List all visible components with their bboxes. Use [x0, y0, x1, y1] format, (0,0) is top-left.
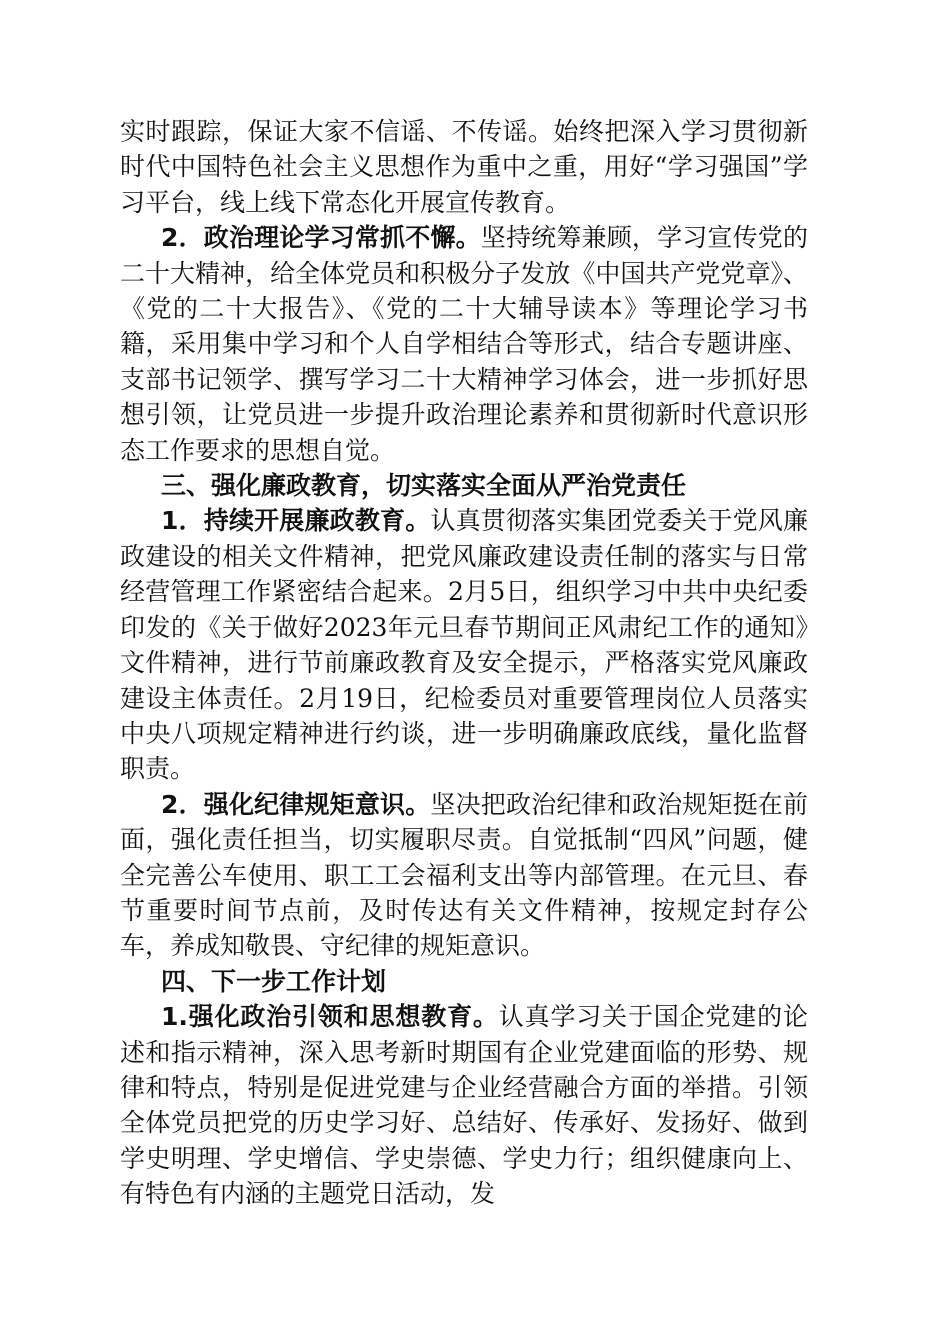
paragraph-lead: 1．持续开展廉政教育。: [161, 506, 431, 536]
section-heading-three: 三、强化廉政教育，切实落实全面从严治党责任: [161, 471, 687, 501]
paragraph-political-guidance: [120, 999, 808, 1211]
paragraph-continuation: 实时跟踪，保证大家不信谣、不传谣。始终把深入学习贯彻新时代中国特色社会主义思想作为重中之重，用好“学习强国”学习平台，线上线下常态化开展宣传教育。: [120, 117, 808, 217]
paragraph-lead: 2．政治理论学习常抓不懈。: [161, 223, 481, 253]
paragraph-text: 坚决把政治纪律和政治规矩挺在前面，强化责任担当，切实履职尽责。自觉抵制“四风”问题，健全完善公车使用、职工工会福利支出等内部管理。在元旦、春节重要时间节点前，及时传达有关文件精神，按规定封存公车，养成知敬畏、守纪律的规矩意识。: [120, 789, 808, 961]
paragraph-discipline-awareness: [120, 787, 808, 964]
paragraph-integrity-education: [120, 503, 808, 786]
paragraph-text: 坚持统筹兼顾，学习宣传党的二十大精神，给全体党员和积极分子发放《中国共产党党章》、《党的二十大报告》、《党的二十大辅导读本》等理论学习书籍，采用集中学习和个人自学相结合等形式，结合专题讲座、支部书记领学、撰写学习二十大精神学习体会，进一步抓好思想引领，让党员进一步提升政治理论素养和贯彻新时代意识形态工作要求的思想自觉。: [120, 223, 808, 465]
paragraph-theory-study: [120, 220, 808, 468]
paragraph-text: 认真贯彻落实集团党委关于党风廉政建设的相关文件精神，把党风廉政建设责任制的落实与日常经营管理工作紧密结合起来。2月5日，组织学习中共中央纪委印发的《关于做好2023年元旦春节期间正风肃纪工作的通知》文件精神，进行节前廉政教育及安全提示，严格落实党风廉政建设主体责任。2月19日，纪检委员对重要管理岗位人员落实中央八项规定精神进行约谈，进一步明确廉政底线，量化监督职责。: [120, 506, 808, 784]
paragraph-lead: 1.强化政治引领和思想教育。: [161, 1002, 499, 1032]
paragraph-lead: 2．强化纪律规矩意识。: [161, 789, 431, 819]
section-heading-four: 四、下一步工作计划: [161, 966, 387, 996]
document-body: [120, 114, 808, 1212]
paragraph-text: 认真学习关于国企党建的论述和指示精神，深入思考新时期国有企业党建面临的形势、规律和特点，特别是促进党建与企业经营融合方面的举措。引领全体党员把党的历史学习好、总结好、传承好、发扬好、做到学史明理、学史增信、学史崇德、学史力行；组织健康向上、有特色有内涵的主题党日活动，发: [120, 1002, 808, 1209]
